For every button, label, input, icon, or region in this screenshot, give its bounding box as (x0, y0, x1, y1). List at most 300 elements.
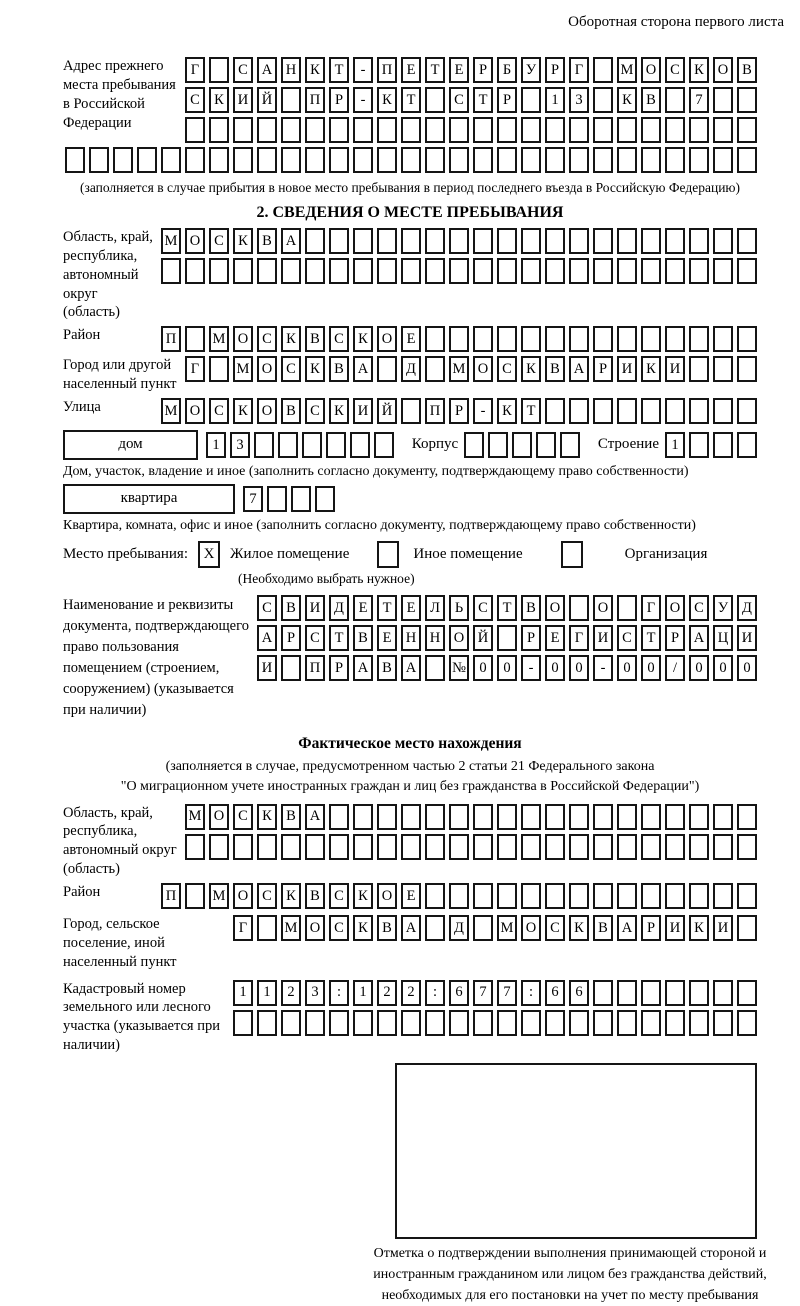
char-box: - (353, 87, 373, 113)
char-box (374, 432, 394, 458)
char-box (545, 258, 565, 284)
char-box: П (161, 883, 181, 909)
char-box: М (209, 883, 229, 909)
char-box: М (161, 228, 181, 254)
char-box: К (689, 57, 709, 83)
char-box (329, 147, 349, 173)
char-box (617, 883, 637, 909)
apartment-type-box: квартира (63, 484, 235, 514)
char-box (377, 356, 397, 382)
char-box: У (713, 595, 733, 621)
char-box (713, 834, 733, 860)
char-box: И (665, 356, 685, 382)
char-box (593, 117, 613, 143)
char-box (641, 258, 661, 284)
char-box: Г (641, 595, 661, 621)
char-box: 0 (689, 655, 709, 681)
char-box (353, 804, 373, 830)
residential-label: Жилое помещение (230, 545, 350, 562)
char-box (689, 356, 709, 382)
char-box (713, 432, 733, 458)
char-box (377, 258, 397, 284)
document-row-3 (257, 655, 757, 681)
char-box (689, 147, 709, 173)
char-box: Т (425, 57, 445, 83)
char-box (560, 432, 580, 458)
char-box: П (425, 398, 445, 424)
char-box: 7 (243, 486, 263, 512)
char-box (401, 117, 421, 143)
char-box: - (593, 655, 613, 681)
char-box (305, 834, 325, 860)
char-box: - (521, 655, 541, 681)
char-box (737, 432, 757, 458)
char-box: Т (521, 398, 541, 424)
char-box (281, 147, 301, 173)
document-row-2 (257, 625, 757, 651)
char-box (641, 883, 661, 909)
char-box (713, 356, 733, 382)
char-box (713, 87, 733, 113)
char-box (545, 834, 565, 860)
char-box: Д (329, 595, 349, 621)
char-box: Б (497, 57, 517, 83)
char-box (425, 117, 445, 143)
char-box (377, 804, 397, 830)
char-box (425, 804, 445, 830)
char-box (641, 228, 661, 254)
char-box (737, 804, 757, 830)
actual-location-note-line1: (заполняется в случае, предусмотренном частью 2 статьи 21 Федерального закона (165, 759, 655, 774)
char-box (641, 326, 661, 352)
char-box: О (209, 804, 229, 830)
char-box (689, 834, 709, 860)
char-box: К (641, 356, 661, 382)
char-box: 0 (617, 655, 637, 681)
char-box: О (665, 595, 685, 621)
char-box (353, 834, 373, 860)
char-box: С (617, 625, 637, 651)
char-box: Г (233, 915, 253, 941)
char-box (305, 228, 325, 254)
district-label: Район (63, 327, 101, 344)
char-box (521, 117, 541, 143)
char-box (425, 883, 445, 909)
char-box (497, 625, 517, 651)
char-box: В (305, 326, 325, 352)
char-box: С (329, 883, 349, 909)
char-box (737, 1010, 757, 1036)
char-box: Р (329, 87, 349, 113)
char-box (593, 57, 613, 83)
char-box: 6 (545, 980, 565, 1006)
char-box: И (617, 356, 637, 382)
char-box (545, 804, 565, 830)
city-block (63, 356, 757, 394)
char-box (593, 228, 613, 254)
char-box: Й (377, 398, 397, 424)
apartment-note: Квартира, комната, офис и иное (заполнить согласно документу, подтверждающему право собственности) (63, 517, 696, 533)
char-box (689, 980, 709, 1006)
char-box (89, 147, 109, 173)
house-number-row (206, 432, 394, 458)
stroenie-row (665, 432, 757, 458)
char-box (185, 834, 205, 860)
char-box (713, 228, 733, 254)
char-box: 6 (569, 980, 589, 1006)
char-box (737, 326, 757, 352)
stroenie-label: Строение (597, 436, 659, 453)
char-box: П (305, 87, 325, 113)
char-box: И (593, 625, 613, 651)
char-box: С (329, 915, 349, 941)
corner-note: Оборотная сторона первого листа (568, 14, 784, 30)
char-box: Ц (713, 625, 733, 651)
char-box (689, 432, 709, 458)
char-box: К (617, 87, 637, 113)
char-box: А (353, 356, 373, 382)
char-box: А (569, 356, 589, 382)
char-box: И (713, 915, 733, 941)
char-box: 0 (569, 655, 589, 681)
char-box: С (233, 57, 253, 83)
char-box (377, 117, 397, 143)
char-box (449, 834, 469, 860)
char-box (737, 258, 757, 284)
char-box (185, 117, 205, 143)
char-box (521, 883, 541, 909)
char-box (353, 147, 373, 173)
organization-label: Организация (624, 545, 708, 562)
char-box: Е (353, 595, 373, 621)
char-box: М (209, 326, 229, 352)
char-box (449, 147, 469, 173)
char-box: Н (281, 57, 301, 83)
char-box: К (521, 356, 541, 382)
char-box: О (233, 883, 253, 909)
char-box: О (185, 228, 205, 254)
char-box (521, 804, 541, 830)
char-box: М (233, 356, 253, 382)
char-box: В (377, 655, 397, 681)
char-box (233, 117, 253, 143)
char-box: А (257, 625, 277, 651)
char-box (185, 326, 205, 352)
prev-address-block (63, 57, 757, 143)
char-box: Т (377, 595, 397, 621)
char-box (665, 1010, 685, 1036)
char-box: Р (473, 57, 493, 83)
street-block (63, 398, 757, 424)
char-box (617, 804, 637, 830)
char-box (593, 398, 613, 424)
char-box: Й (257, 87, 277, 113)
char-box (593, 1010, 613, 1036)
actual-city-block (63, 915, 757, 972)
char-box (233, 258, 253, 284)
char-box (113, 147, 133, 173)
char-box (617, 834, 637, 860)
char-box (737, 883, 757, 909)
char-box (497, 834, 517, 860)
char-box: П (161, 326, 181, 352)
char-box: С (449, 87, 469, 113)
char-box (665, 326, 685, 352)
char-box: 1 (233, 980, 253, 1006)
char-box (593, 258, 613, 284)
char-box (713, 398, 733, 424)
char-box (689, 398, 709, 424)
char-box: М (185, 804, 205, 830)
char-box (617, 147, 637, 173)
char-box (449, 117, 469, 143)
char-box: С (281, 356, 301, 382)
city-label: Город или другой населенный пункт (63, 357, 177, 393)
char-box: 1 (665, 432, 685, 458)
char-box (497, 804, 517, 830)
char-box: : (425, 980, 445, 1006)
char-box: С (257, 883, 277, 909)
house-type-box: дом (63, 430, 198, 460)
char-box: Д (401, 356, 421, 382)
char-box (473, 883, 493, 909)
form-page (0, 14, 800, 1303)
char-box: И (305, 595, 325, 621)
char-box: 0 (497, 655, 517, 681)
char-box (401, 398, 421, 424)
char-box (425, 915, 445, 941)
char-box (713, 883, 733, 909)
char-box: В (281, 398, 301, 424)
char-box (545, 147, 565, 173)
char-box (281, 258, 301, 284)
char-box: 0 (473, 655, 493, 681)
char-box: Р (281, 625, 301, 651)
apartment-row (63, 484, 757, 514)
actual-location-note (63, 757, 757, 798)
document-rows (257, 595, 757, 681)
place-type-label: Место пребывания: (63, 545, 188, 562)
char-box (425, 147, 445, 173)
char-box (665, 117, 685, 143)
city-row (185, 356, 757, 382)
char-box: Н (425, 625, 445, 651)
char-box (209, 117, 229, 143)
char-box (257, 915, 277, 941)
char-box (401, 147, 421, 173)
char-box (315, 486, 335, 512)
char-box (569, 398, 589, 424)
char-box (329, 834, 349, 860)
char-box (329, 804, 349, 830)
char-box: К (353, 326, 373, 352)
char-box: Р (449, 398, 469, 424)
char-box (569, 326, 589, 352)
char-box (521, 834, 541, 860)
char-box: И (665, 915, 685, 941)
char-box (689, 228, 709, 254)
char-box: 1 (206, 432, 226, 458)
char-box: Р (521, 625, 541, 651)
char-box: О (257, 398, 277, 424)
char-box (617, 258, 637, 284)
char-box (449, 258, 469, 284)
char-box (377, 228, 397, 254)
char-box (281, 834, 301, 860)
char-box (449, 326, 469, 352)
confirmation-mark-box (395, 1063, 757, 1239)
residential-checkbox: X (198, 541, 220, 568)
char-box: О (257, 356, 277, 382)
char-box (305, 1010, 325, 1036)
char-box (569, 595, 589, 621)
actual-district-label: Район (63, 883, 101, 900)
document-row-1 (257, 595, 757, 621)
section2-title: 2. СВЕДЕНИЯ О МЕСТЕ ПРЕБЫВАНИЯ (256, 204, 564, 221)
char-box: О (305, 915, 325, 941)
char-box: С (473, 595, 493, 621)
actual-region-row-1 (185, 804, 757, 830)
cadastral-row-2 (233, 1010, 757, 1036)
char-box: Т (329, 57, 349, 83)
char-box (497, 883, 517, 909)
region-row-2 (161, 258, 757, 284)
char-box (617, 1010, 637, 1036)
char-box: К (281, 883, 301, 909)
actual-region-label: Область, край, республика, автономный округ (область) (63, 804, 177, 878)
char-box: К (353, 915, 373, 941)
char-box (377, 834, 397, 860)
char-box (617, 228, 637, 254)
char-box (257, 117, 277, 143)
char-box (521, 87, 541, 113)
char-box (209, 258, 229, 284)
char-box: М (497, 915, 517, 941)
char-box: А (689, 625, 709, 651)
char-box: О (545, 595, 565, 621)
char-box (536, 432, 556, 458)
char-box (353, 228, 373, 254)
char-box (305, 117, 325, 143)
prev-address-row-1 (185, 57, 757, 83)
other-premises-checkbox (377, 541, 399, 568)
char-box (473, 258, 493, 284)
char-box: Т (641, 625, 661, 651)
char-box (257, 1010, 277, 1036)
char-box (641, 398, 661, 424)
char-box (593, 834, 613, 860)
char-box (569, 147, 589, 173)
char-box (497, 228, 517, 254)
char-box: Г (185, 356, 205, 382)
cadastral-label: Кадастровый номер земельного или лесного участка (указывается при наличии) (63, 980, 220, 1054)
char-box: В (257, 228, 277, 254)
char-box: К (497, 398, 517, 424)
char-box: О (185, 398, 205, 424)
char-box (737, 228, 757, 254)
char-box (473, 1010, 493, 1036)
char-box (737, 980, 757, 1006)
char-box (665, 228, 685, 254)
mark-box-row (63, 1063, 757, 1239)
char-box (713, 258, 733, 284)
char-box: 7 (473, 980, 493, 1006)
char-box (689, 326, 709, 352)
char-box: Д (737, 595, 757, 621)
char-box (449, 1010, 469, 1036)
char-box (281, 117, 301, 143)
char-box: Ь (449, 595, 469, 621)
char-box: С (257, 326, 277, 352)
prev-address-row-2 (185, 87, 757, 113)
korpus-label: Корпус (411, 436, 459, 453)
char-box (512, 432, 532, 458)
char-box: И (233, 87, 253, 113)
char-box (473, 117, 493, 143)
char-box: С (257, 595, 277, 621)
char-box: Р (641, 915, 661, 941)
char-box (425, 87, 445, 113)
char-box: А (401, 655, 421, 681)
other-premises-label: Иное помещение (413, 545, 523, 562)
char-box: В (353, 625, 373, 651)
char-box: О (593, 595, 613, 621)
char-box: С (305, 625, 325, 651)
char-box (665, 147, 685, 173)
char-box (641, 147, 661, 173)
char-box (737, 834, 757, 860)
actual-region-row-2 (185, 834, 757, 860)
char-box: А (401, 915, 421, 941)
actual-location-note-line2: "О миграционном учете иностранных граждан и лиц без гражданства в Российской Федерации") (120, 779, 700, 795)
char-box: В (545, 356, 565, 382)
char-box (713, 980, 733, 1006)
char-box: Р (665, 625, 685, 651)
char-box (425, 356, 445, 382)
char-box (617, 595, 637, 621)
char-box (278, 432, 298, 458)
cadastral-row-1 (233, 980, 757, 1006)
char-box: 7 (497, 980, 517, 1006)
char-box (329, 228, 349, 254)
char-box: 0 (713, 655, 733, 681)
char-box (497, 258, 517, 284)
actual-district-row (161, 883, 757, 909)
char-box: В (641, 87, 661, 113)
char-box: О (449, 625, 469, 651)
char-box (353, 258, 373, 284)
char-box: Е (401, 595, 421, 621)
char-box (545, 883, 565, 909)
char-box (665, 834, 685, 860)
char-box: И (353, 398, 373, 424)
street-label: Улица (63, 398, 101, 415)
char-box (161, 258, 181, 284)
char-box: В (305, 883, 325, 909)
char-box: 2 (281, 980, 301, 1006)
char-box (617, 117, 637, 143)
char-box: К (257, 804, 277, 830)
char-box (545, 326, 565, 352)
char-box: С (305, 398, 325, 424)
char-box (377, 1010, 397, 1036)
char-box (137, 147, 157, 173)
char-box: С (329, 326, 349, 352)
char-box: - (473, 398, 493, 424)
char-box: А (281, 228, 301, 254)
char-box: К (209, 87, 229, 113)
char-box: П (377, 57, 397, 83)
